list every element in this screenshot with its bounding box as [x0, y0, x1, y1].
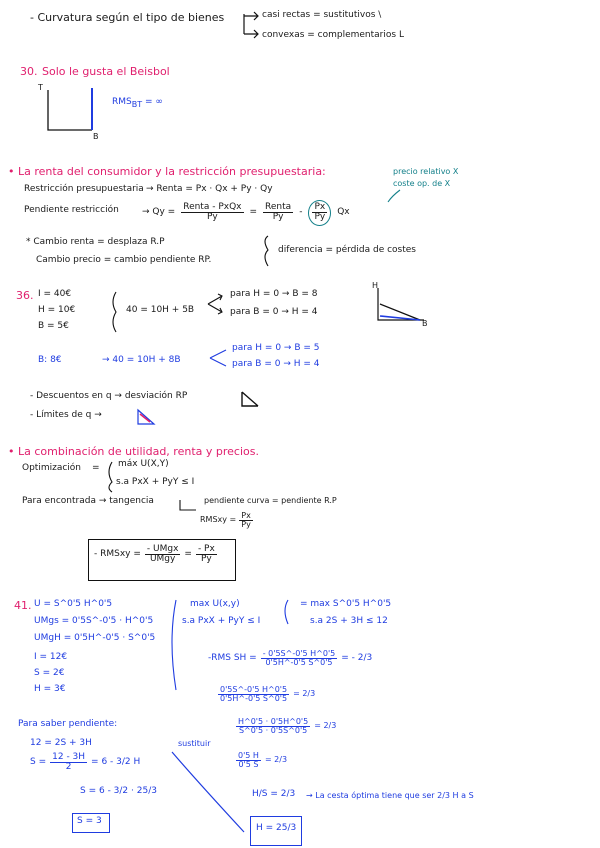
- ex36-blue-eq: → 40 = 10H + 8B: [102, 355, 181, 365]
- pend-eq2: S = $\frac{12 - 3H}{2}$ = 6 - 3/2 H: [30, 752, 141, 773]
- ex36-case1: para H = 0 → B = 8: [230, 289, 318, 299]
- ex41-h: H = 3€: [34, 684, 66, 694]
- descuentos-shape: [242, 392, 258, 406]
- ex41-step4-note: → La cesta óptima tiene que ser 2/3 H a S: [306, 791, 474, 800]
- restriccion-eq: → Renta = Px · Qx + Py · Qy: [146, 184, 273, 194]
- ex36-eq: 40 = 10H + 5B: [126, 305, 195, 315]
- ex36-axis-h: H: [372, 281, 379, 290]
- ex30-axes: [48, 90, 92, 130]
- ex36-number: 36.: [16, 289, 34, 302]
- ex41-max1: max U(x,y): [190, 599, 240, 609]
- optim-label: Optimización: [22, 463, 81, 473]
- ex41-i: I = 12€: [34, 652, 68, 662]
- cambio-precio: Cambio precio = cambio pendiente RP.: [36, 255, 212, 265]
- ex30-title: Solo le gusta el Beisbol: [42, 65, 170, 78]
- diferencia-brace: [265, 236, 268, 266]
- curvatura-line2: convexas = complementarios L: [262, 30, 404, 40]
- combinacion-heading: • La combinación de utilidad, renta y precios.: [8, 445, 259, 458]
- rms-boxed-content: - RMSxy = $\frac{\text{- UMgx}}{\text{UMgy}}$ = $\frac{- Px}{Py}$: [94, 544, 215, 565]
- ex41-small-brace: [285, 600, 288, 624]
- ex30-axis-b: B: [93, 132, 99, 141]
- optim-brace: [109, 462, 112, 492]
- pendiente-label: Pendiente restricción: [24, 205, 119, 215]
- coste-op-note: coste op. de X: [393, 179, 451, 188]
- sustituir-arrow: [172, 752, 244, 832]
- precio-relativo-note: precio relativo X: [393, 167, 459, 176]
- curvatura-arrows: [244, 12, 258, 38]
- restriccion-label: Restricción presupuestaria: [24, 184, 144, 194]
- ex36-blue-case2: para B = 0 → H = 4: [232, 359, 320, 369]
- answer-s: S = 3: [77, 816, 102, 826]
- ex36-line-blue: [380, 316, 420, 320]
- ex41-max2: = max S^0'5 H^0'5: [300, 599, 392, 609]
- ex41-u: U = S^0'5 H^0'5: [34, 599, 113, 609]
- ex36-i: I = 40€: [38, 289, 72, 299]
- ex41-big-brace: [172, 600, 176, 690]
- ex30-axis-t: T: [38, 83, 43, 92]
- limites-shape: [138, 410, 154, 424]
- diferencia: diferencia = pérdida de costes: [278, 245, 416, 255]
- ex30-rms: $RMS_{BT}$ = ∞: [112, 97, 163, 109]
- precio-arrow: [388, 190, 400, 202]
- ex36-line-black: [380, 304, 420, 320]
- pendiente-title: Para saber pendiente:: [18, 719, 118, 729]
- ex41-rms-step: -RMS SH = $\frac{- 0'5S\^{}-0'5 H\^{}0'5}{0'5H\^{}-0'5 S\^{}0'5}$ = - 2/3: [208, 649, 373, 668]
- cesta-tangencia: Para encontrada → tangencia: [22, 496, 154, 506]
- ex36-blue-case1: para H = 0 → B = 5: [232, 343, 320, 353]
- ex36-case2: para B = 0 → H = 4: [230, 307, 318, 317]
- cambio-renta: * Cambio renta = desplaza R.P: [26, 237, 165, 247]
- answer-h: H = 25/3: [256, 823, 297, 833]
- optim-sa: s.a PxX + PyY ≤ I: [116, 477, 195, 487]
- curvatura-line1: casi rectas = sustitutivos \: [262, 10, 382, 20]
- px-py-circled: $\frac{Px}{Py}$: [308, 200, 331, 226]
- notes-page: - Curvatura según el tipo de bienes casi rectas = sustitutivos \ convexas = complementarios L 30. Solo le gusta el Beisbol T B $RMS_{BT}$ = ∞ • La renta del consumidor y la restricción presupuestaria: precio relativo X coste op. de X Restricción presupuestaria → Renta = Px · Qx + Py · Qy Pendiente restricción → Qy = $\frac{\text{Renta - PxQx}}{Py}$ = $\frac{\text{Renta}}{Py}$ - $\frac{Px}{Py}$ Qx * Cambio renta = desplaza R.P Cambio precio = cambio pendiente RP. diferencia = pérdida de costes 36. I = 40€ H = 10€ B = 5€ 40 = 10H + 5B para H = 0 → B = 8 para B = 0 → H = 4 H B B: 8€ → 40 = 10H + 8B para H = 0 → B = 5 para B = 0 → H = 4 - Descuentos en q → desviación RP - Límites de q → • La combinación de utilidad, renta y precios. Optimización = máx U(X,Y) s.a PxX + PyY ≤ I Para encontrada → tangencia pendiente curva = pendiente R.P RMSxy = $\frac{Px}{Py}$ - RMSxy = $\frac{\text{- UMgx}}{\text{UMgy}}$ = $\frac{- Px}{Py}$ 41. U = S^0'5 H^0'5 UMgs = 0'5S^-0'5 · H^0'5 UMgH = 0'5H^-0'5 · S^0'5 I = 12€ S = 2€ H = 3€ max U(x,y) s.a PxX + PyY ≤ I = max S^0'5 H^0'5 s.a 2S + 3H ≤ 12 -RMS SH = $\frac{- 0'5S\^{}-0'5 H\^{}0'5}{0'5H\^{}-0'5 S\^{}0'5}$ = - 2/3 $\frac{0'5S\^{}-0'5 H\^{}0'5}{0'5H\^{}-0'5 S\^{}0'5}$ = 2/3 $\frac{H\^{}0'5 \cdot 0'5H\^{}0'5}{S\^{}0'5 \cdot 0'5S\^{}0'5}$ = 2/3 $\frac{0'5 H}{0'5 S}$ = 2/3 H/S = 2/3 → La cesta óptima tiene que ser 2/3 H a S sustituir Para saber pendiente: 12 = 2S + 3H S = $\frac{12 - 3H}{2}$ = 6 - 3/2 H S = 6 - 3/2 · 25/3 S = 3 H = 25/3: [0, 0, 600, 848]
- ex41-step4: H/S = 2/3: [252, 789, 296, 799]
- descuentos: - Descuentos en q → desviación RP: [30, 391, 188, 401]
- renta-heading: • La renta del consumidor y la restricción presupuestaria:: [8, 165, 326, 178]
- ex41-step2: $\frac{H\^{}0'5 \cdot 0'5H\^{}0'5}{S\^{}0'5 \cdot 0'5S\^{}0'5}$ = 2/3: [238, 717, 337, 736]
- limites: - Límites de q →: [30, 410, 102, 420]
- ex36-blue-b: B: 8€: [38, 355, 62, 365]
- ex36-arrows: [208, 294, 222, 314]
- ex41-sa2: s.a 2S + 3H ≤ 12: [310, 616, 388, 626]
- ex41-step1: $\frac{0'5S\^{}-0'5 H\^{}0'5}{0'5H\^{}-0'5 S\^{}0'5}$ = 2/3: [220, 685, 316, 704]
- rms-ratio: RMSxy = $\frac{Px}{Py}$: [200, 511, 251, 530]
- ex41-umgh: UMgH = 0'5H^-0'5 · S^0'5: [34, 633, 156, 643]
- ex41-number: 41.: [14, 599, 32, 612]
- ex36-b: B = 5€: [38, 321, 69, 331]
- curvatura-title: - Curvatura según el tipo de bienes: [30, 11, 225, 24]
- ex36-h: H = 10€: [38, 305, 76, 315]
- ex41-step3: $\frac{0'5 H}{0'5 S}$ = 2/3: [238, 751, 288, 770]
- ex41-umgs: UMgs = 0'5S^-0'5 · H^0'5: [34, 616, 154, 626]
- ex36-brace: [113, 292, 116, 332]
- ex30-number: 30.: [20, 65, 38, 78]
- ex36-axis-b: B: [422, 319, 428, 328]
- optim-max: máx U(X,Y): [118, 459, 169, 469]
- tangencia-arrow: [180, 500, 196, 510]
- pend-eq1: 12 = 2S + 3H: [30, 738, 92, 748]
- sustituir-label: sustituir: [178, 739, 211, 748]
- pendiente-igual: pendiente curva = pendiente R.P: [204, 496, 337, 505]
- ex41-s: S = 2€: [34, 668, 65, 678]
- ex36-graph-axes: [378, 288, 424, 320]
- ex41-sa1: s.a PxX + PyY ≤ I: [182, 616, 261, 626]
- pendiente-eq: → Qy = $\frac{\text{Renta - PxQx}}{Py}$ = $\frac{\text{Renta}}{Py}$ - $\frac{Px}{Py}$ Qx: [142, 200, 350, 226]
- ex36-blue-arrows: [210, 350, 226, 366]
- pend-eq3: S = 6 - 3/2 · 25/3: [80, 786, 157, 796]
